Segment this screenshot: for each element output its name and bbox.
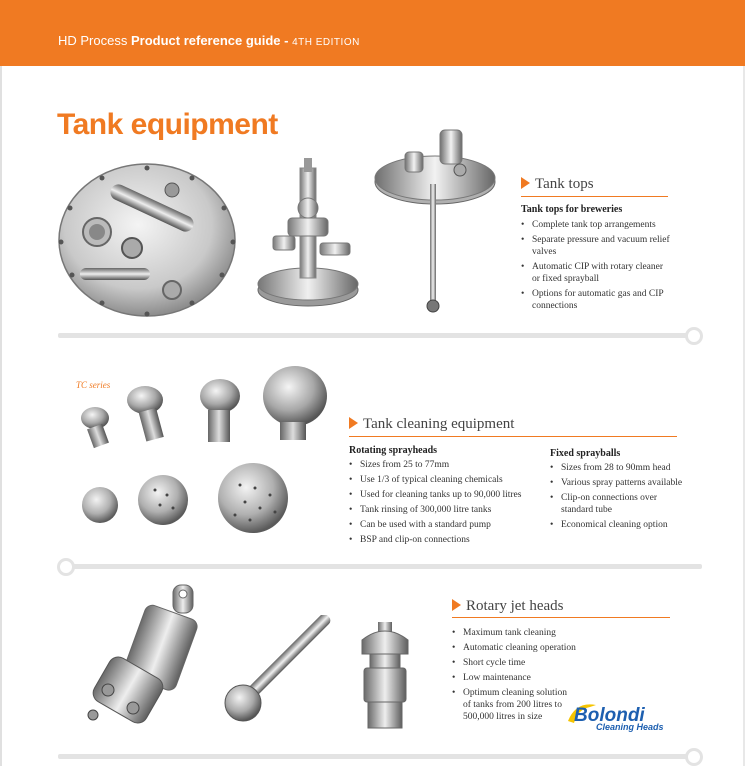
- list-item: • BSP and clip-on connections: [349, 534, 549, 546]
- tank-cleaning-title-text: Tank cleaning equipment: [363, 416, 515, 432]
- tank-tops-underline: [521, 196, 668, 197]
- svg-text:Bolondi: Bolondi: [574, 705, 645, 726]
- rotary-jet-title: [452, 598, 563, 615]
- tank-tops-title: [521, 176, 594, 193]
- rotating-sprayheads-list: [349, 459, 549, 549]
- tc-series-label: TC series: [76, 380, 111, 390]
- list-item: • Options for automatic gas and CIP connections: [521, 288, 673, 312]
- tank-tops-subheading: Tank tops for breweries: [521, 204, 623, 215]
- list-item: • Clip-on connections over standard tube: [550, 492, 685, 516]
- header-guide: Product reference guide -: [130, 33, 289, 48]
- list-item: • Complete tank top arrangements: [521, 219, 673, 231]
- tank-top-photo-valve: [248, 158, 368, 318]
- section-divider: [72, 564, 702, 569]
- rotary-jet-title-text: Rotary jet heads: [466, 598, 564, 614]
- list-item: • Automatic CIP with rotary cleaner or fixed sprayball: [521, 261, 673, 285]
- fixed-sprayballs-subheading: Fixed sprayballs: [550, 448, 621, 459]
- rotating-sprayheads-subheading: Rotating sprayheads: [349, 445, 438, 456]
- rotary-jet-list: [452, 627, 576, 726]
- bolondi-tagline: Cleaning Heads: [596, 722, 664, 732]
- header-bar: [0, 0, 745, 66]
- divider-ring-icon: [685, 327, 703, 345]
- divider-ring-icon: [57, 558, 75, 576]
- fixed-sprayballs-list: [550, 462, 685, 534]
- list-item: • Sizes from 28 to 90mm head: [550, 462, 685, 474]
- tank-cleaning-title: [349, 416, 514, 433]
- fixed-sprayballs-photo: [75, 460, 330, 540]
- tank-tops-title-text: Tank tops: [535, 176, 594, 192]
- list-item: • Tank rinsing of 300,000 litre tanks: [349, 504, 549, 516]
- divider-ring-icon: [685, 748, 703, 766]
- list-item: • Optimum cleaning solution of tanks from 200 litres to 500,000 litres in size: [452, 687, 567, 723]
- rotary-jet-head-photo: [78, 580, 218, 735]
- page-edge-left: [0, 66, 2, 766]
- list-item: • Use 1/3 of typical cleaning chemicals: [349, 474, 549, 486]
- section-divider: [58, 754, 688, 759]
- list-item: • Automatic cleaning operation: [452, 642, 567, 654]
- list-item: • Various spray patterns available: [550, 477, 685, 489]
- section-arrow-icon: [521, 177, 530, 189]
- tank-tops-list: [521, 219, 673, 315]
- rotary-jet-lance-photo: [218, 615, 333, 730]
- section-divider: [58, 333, 688, 338]
- list-item: • Can be used with a standard pump: [349, 519, 549, 531]
- rotary-jet-underline: [452, 617, 670, 618]
- section-arrow-icon: [452, 599, 461, 611]
- bolondi-logo: [566, 697, 666, 737]
- list-item: • Used for cleaning tanks up to 90,000 litres: [349, 489, 549, 501]
- rotating-sprayheads-photo: [70, 358, 340, 458]
- header-edition: 4TH EDITION: [292, 37, 360, 48]
- page-title: Tank equipment: [57, 108, 278, 141]
- section-arrow-icon: [349, 417, 358, 429]
- list-item: • Separate pressure and vacuum relief valves: [521, 234, 673, 258]
- header-prefix: HD Process: [58, 33, 128, 48]
- list-item: • Economical cleaning option: [550, 519, 685, 531]
- tank-top-photo-plate: [52, 160, 242, 320]
- rotary-jet-nozzle-photo: [350, 622, 420, 732]
- list-item: • Low maintenance: [452, 672, 567, 684]
- tank-cleaning-underline: [349, 436, 677, 437]
- list-item: • Short cycle time: [452, 657, 567, 669]
- list-item: • Sizes from 25 to 77mm: [349, 459, 549, 471]
- list-item: • Maximum tank cleaning: [452, 627, 567, 639]
- header-text: [58, 33, 360, 48]
- tank-top-photo-cip: [370, 122, 500, 317]
